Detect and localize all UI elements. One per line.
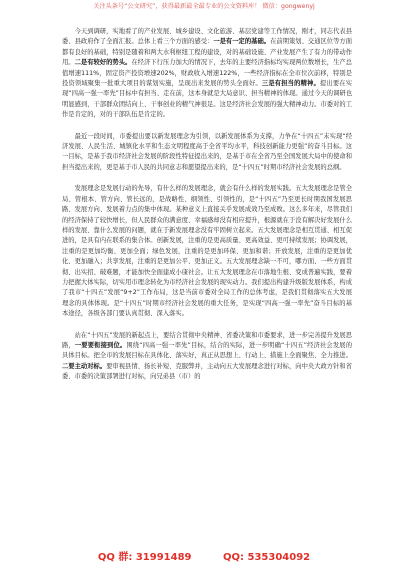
header-banner: 关注头条号“公文研究”，获得最新最全最专业的公文资料库！ 微信：gongwenyj <box>93 3 315 10</box>
emphasis-heading: 一是有一定的基础。 <box>213 38 271 46</box>
body-paragraph <box>62 184 352 319</box>
paragraph-text: 在前期策划、交通区位等方面都有良好的基础，特别是随着和两大水利枢纽工程的建设，对的基础设施、产业发展产生了有力的带动作用。 <box>62 38 353 67</box>
body-paragraph <box>62 132 352 174</box>
paragraph-text: 今天到调研，实地看了的产业发展、城乡建设、文化旅游、基层党建等工作情况，刚才，同志代表县委、县政府作了全面汇报。总体上看三个方面的感受： <box>62 28 352 46</box>
emphasis-heading: 三是有担当的精神。 <box>261 80 320 88</box>
paragraph-text: 最近一段时间，市委提出要以新发展理念为引领，以新发展体系为支撑，力争在“十四五”末实现“经济发展、人民生活、城镇化水平和生态文明程度高于全省平均水平，科技创新能力更强”的奋斗目标。这一目标，是基于我市经济社会发展的阶段性特征提出来的，是基于市在全省乃至全国发展大局中的使命和担当提出来的，更是基于市人民的共同意志和愿望提出来的，是“十四五”时期市经济社会发展的总纲。 <box>62 132 352 171</box>
qq-group-label: QQ 群: 31991489 <box>97 552 192 563</box>
emphasis-heading: 二是有较好的势头。 <box>74 59 132 67</box>
paragraph-text: 在经济下行压力加大的情况下，去年的主要经济指标均实现两位数增长，生产总值增速111%，固定资产投资增速202%，财政收入增速122%，一些经济指标在全市位次前移，特别是投资领域聚集一批重大项目的谋划实施，呈现出来发展的势头全面好。 <box>62 59 353 88</box>
body-paragraph <box>62 331 352 383</box>
paragraph-text: 要审视县情、扬长补短、克服弊并，主动向五大发展理念进行对标，向中央大政方针和省委、市委的决策部署进行对标，向兄弟县（市）的 <box>62 362 353 381</box>
footer-contact <box>0 548 408 563</box>
paragraph-text: 提出要在实现“四高一强一率先”目标中有担当、走在前，这本身就是大局意识、担当精神的体现。通过今天的调研也明显感到，干部群众团结向上、干事创业的精气神很足。这是经济社会发展的强大精神动力。市委对的工作是肯定的，对的干部队伍是肯定的。 <box>62 80 353 119</box>
body-paragraph <box>62 27 352 121</box>
qq-number-label: QQ: 535304092 <box>223 552 311 563</box>
emphasis-heading: 二要主动对标。 <box>62 362 107 370</box>
paragraph-text: 围绕“四高一强一率先”目标，结合的实际，进一步明确“十四五”经济社会发展的具体目标。把全市的发展目标在具体化、落实好，真正从思想上、行动上、措施上全面聚焦、全力推进。 <box>62 341 353 360</box>
emphasis-heading: 一要要衔接到位。 <box>74 341 127 349</box>
paragraph-text: 发展理念是发展行动的先导，有什么样的发展理念，就会有什么样的发展实践。五大发展理念是管全局、管根本、管方向、管长远的，是战略性、纲领性、引领性的，是“十四五”乃至更长时期我国发展思路、发展方向、发展着力点的集中体现。某种意义上直接关乎发展成效乃至成败。这么多年来，尽管我们的经济保持了较快增长，但人民群众的满意度、幸福感却没有相应提升，根源就在于没有解决好发展什么样的发展、靠什么发展的问题，就在于新发展理念没有牢固树立起来。五大发展理念是相互贯通、相互促进的，是具有内在联系的集合体。创新发展，注重的是更高质量、更高效益、更可持续发展；协调发展，注重的是更加均衡、更加全面；绿色发展，注重的是更加环保、更加和谐；开放发展，注重的是更加优化、更加融入；共享发展，注重的是更加公平、更加正义。五大发展理念缺一不可，哪方面、一些方面贯彻、出实招、破难题，才能加快全面建成小康社会。让五大发展理念在市落地生根、变成普遍实践，要着力把握大体实际，切实用市理念转化为市经济社会发展的现实动力。我们提出构建升级版发展体系，构成了我市“十四五”发展“9+2”工作布局，这是当前市委对全局工作的总体考虑，是我们贯彻落实五大发展理念的具体体现。是“十四五”时期市经济社会发展的重大任务，是实现“四高一强一率先”奋斗目标的基本途径，各级各部门要认真贯彻、深入落实。 <box>62 185 352 318</box>
document-body <box>62 27 352 383</box>
paragraph-text: 站在“十四五”发展的新起点上，要结合贯彻中央精神、省委决策和市委要求，进一步完善提升发展思路， <box>62 331 352 349</box>
